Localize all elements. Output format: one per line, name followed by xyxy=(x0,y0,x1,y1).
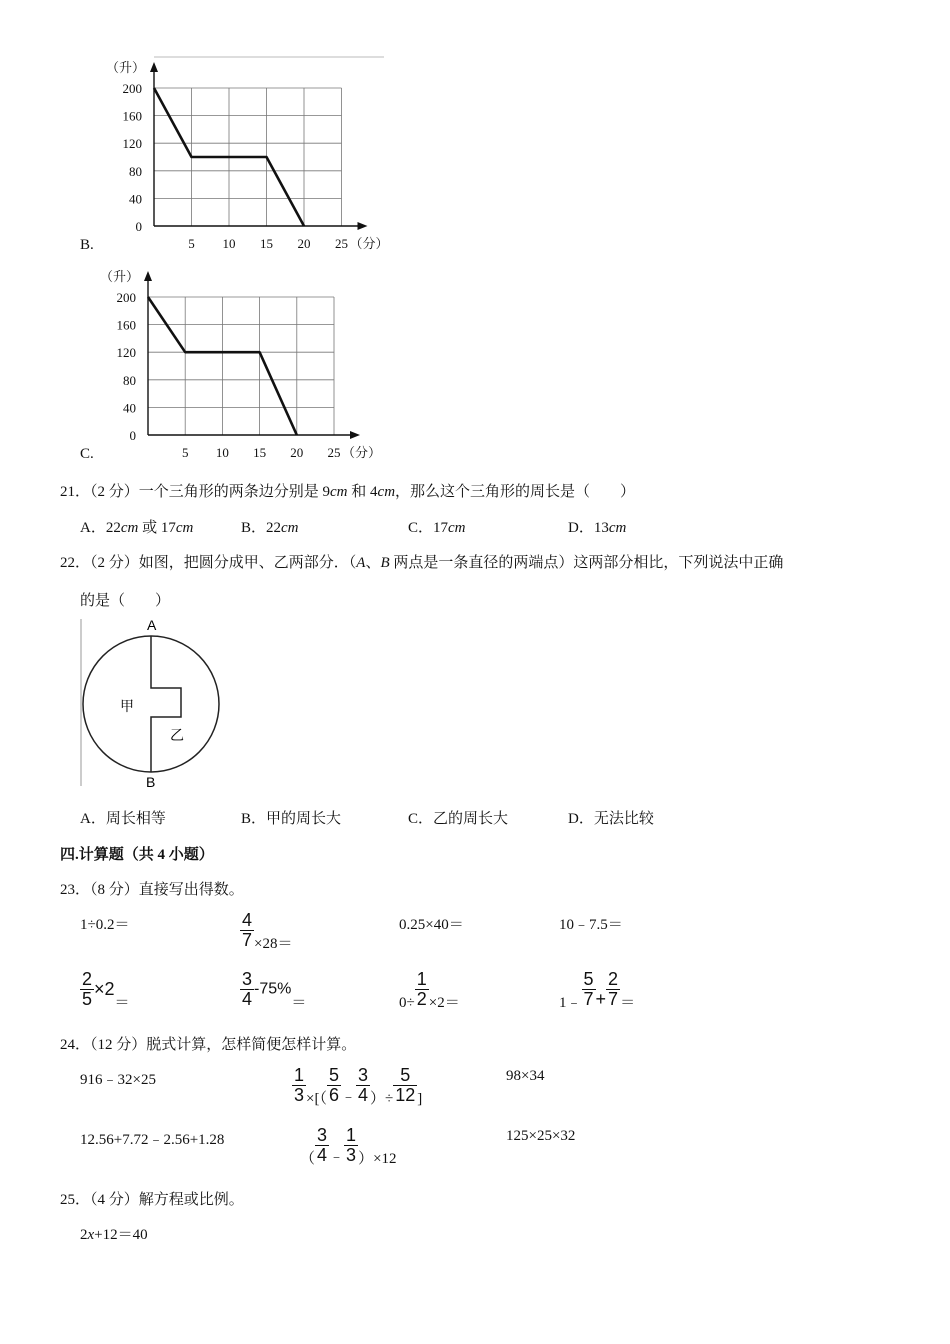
region-jia-label: 甲 xyxy=(120,699,134,715)
y-tick-label: 40 xyxy=(123,400,136,416)
x-tick-label: 5 xyxy=(181,445,189,460)
dividing-line xyxy=(151,636,181,772)
q23-expr-2: $\frac{4}{7}$ ×28＝ xyxy=(242,910,293,952)
y-tick-label: 40 xyxy=(129,191,142,207)
y-tick-label: 120 xyxy=(116,345,136,361)
region-yi-label: 乙 xyxy=(170,728,184,744)
option-b-label: B. xyxy=(80,237,94,253)
y-tick-label: 160 xyxy=(122,108,142,124)
x-tick-label: 10 xyxy=(222,236,236,251)
q23-expr-3: 0.25×40＝ xyxy=(399,917,464,933)
question-25-stem: 25．（4 分）解方程或比例。 xyxy=(60,1192,244,1208)
question-23-stem: 23．（8 分）直接写出得数。 xyxy=(60,882,244,898)
y-tick-label: 0 xyxy=(129,428,136,443)
q22-option-d[interactable]: D．无法比较 xyxy=(568,811,654,827)
point-a-label: A xyxy=(147,617,157,633)
q21-option-b[interactable]: B．22cm xyxy=(241,520,299,536)
chart-c xyxy=(60,262,400,467)
fraction: $\frac{4}{7}$ xyxy=(242,910,253,950)
q22-option-c[interactable]: C．乙的周长大 xyxy=(408,811,509,827)
y-tick-label: 80 xyxy=(123,372,136,388)
q23-expr-1: 1÷0.2＝ xyxy=(80,917,130,933)
fraction: $\frac{3}{4}$ xyxy=(317,1125,328,1165)
y-axis-arrow xyxy=(150,62,158,72)
x-tick-label: 20 xyxy=(297,236,311,251)
x-tick-label: 15 xyxy=(260,236,273,251)
q21-option-c[interactable]: C．17cm xyxy=(408,520,466,536)
x-axis-arrow xyxy=(358,222,368,230)
question-22-stem: 22．（2 分）如图，把圆分成甲、乙两部分．（A、B 两点是一条直径的两端点）这两部分相比，下列说法中正确 xyxy=(60,555,784,571)
q24-expr-6: 125×25×32 xyxy=(506,1128,576,1144)
question-22-stem-cont: 的是（ ） xyxy=(80,593,171,609)
fraction: $\frac{2}{5}$ xyxy=(82,969,93,1009)
q23-expr-7: 0÷ $\frac{1}{2}$ ×2＝ xyxy=(399,969,460,1011)
chart-b xyxy=(60,52,400,262)
fraction: $\frac{1}{3}$ xyxy=(294,1065,305,1105)
q24-expr-4: 12.56+7.72﹣2.56+1.28 xyxy=(80,1132,225,1148)
q24-expr-1: 916﹣32×25 xyxy=(80,1072,156,1088)
option-c-label: C. xyxy=(80,446,94,462)
q22-option-a[interactable]: A．周长相等 xyxy=(80,811,166,827)
x-tick-label: 15 xyxy=(253,445,267,460)
q21-option-a[interactable]: A．22cm 或 17cm xyxy=(80,520,194,536)
q25-equation-1: 2x+12＝40 xyxy=(80,1227,148,1243)
x-axis-label: （分） xyxy=(349,236,389,251)
fraction: $\frac{1}{2}$ xyxy=(416,969,427,1009)
q24-expr-5: （ $\frac{3}{4}$ ﹣ $\frac{1}{3}$ ）×12 xyxy=(300,1125,397,1167)
y-tick-label: 160 xyxy=(116,317,136,333)
fraction: $\frac{5}{6}$ xyxy=(328,1065,339,1105)
q23-expr-4: 10﹣7.5＝ xyxy=(559,917,623,933)
fraction: $\frac{2}{7}$ xyxy=(608,969,619,1009)
x-tick-label: 10 xyxy=(215,445,229,460)
q21-option-d[interactable]: D．13cm xyxy=(568,520,627,536)
point-b-label: B xyxy=(146,774,156,790)
q23-expr-6: $\frac{3}{4}$ -75%＝ xyxy=(242,969,307,1011)
q23-expr-5: $\frac{2}{5}$ ×2＝ xyxy=(82,969,130,1011)
x-axis-arrow xyxy=(350,431,360,439)
section-4-title: 四.计算题（共 4 小题） xyxy=(60,847,214,863)
x-tick-label: 25 xyxy=(335,236,348,251)
fraction: $\frac{5}{7}$ xyxy=(583,969,594,1009)
question-24-stem: 24．（12 分）脱式计算，怎样简便怎样计算。 xyxy=(60,1037,357,1053)
fraction: $\frac{3}{4}$ xyxy=(358,1065,369,1105)
q23-expr-8: 1﹣ $\frac{5}{7}$ + $\frac{2}{7}$ ＝ xyxy=(559,969,636,1011)
x-tick-label: 5 xyxy=(188,236,195,251)
y-axis-label: （升） xyxy=(100,269,140,284)
fraction: $\frac{1}{3}$ xyxy=(346,1125,357,1165)
fraction: $\frac{3}{4}$ xyxy=(242,969,253,1009)
q22-option-b[interactable]: B．甲的周长大 xyxy=(241,811,342,827)
x-tick-label: 25 xyxy=(327,445,341,460)
y-axis-label: （升） xyxy=(106,60,146,75)
fraction: $\frac{5}{12}$ xyxy=(395,1065,416,1105)
circle-figure xyxy=(76,614,236,794)
q24-expr-2: $\frac{1}{3}$ ×[（ $\frac{5}{6}$ ﹣ $\frac{3}{4}$ ）÷ $\frac{5}{12}$ ] xyxy=(294,1065,423,1107)
question-21-stem: 21．（2 分）一个三角形的两条边分别是 9cm 和 4cm，那么这个三角形的周长是（ ） xyxy=(60,484,636,500)
x-tick-label: 20 xyxy=(290,445,304,460)
y-tick-label: 200 xyxy=(116,290,136,305)
y-tick-label: 80 xyxy=(129,163,142,179)
y-tick-label: 200 xyxy=(122,81,142,96)
y-tick-label: 0 xyxy=(135,219,142,234)
q24-expr-3: 98×34 xyxy=(506,1068,545,1084)
y-axis-arrow xyxy=(144,271,152,281)
x-axis-label: （分） xyxy=(342,445,382,460)
y-tick-label: 120 xyxy=(122,136,142,152)
